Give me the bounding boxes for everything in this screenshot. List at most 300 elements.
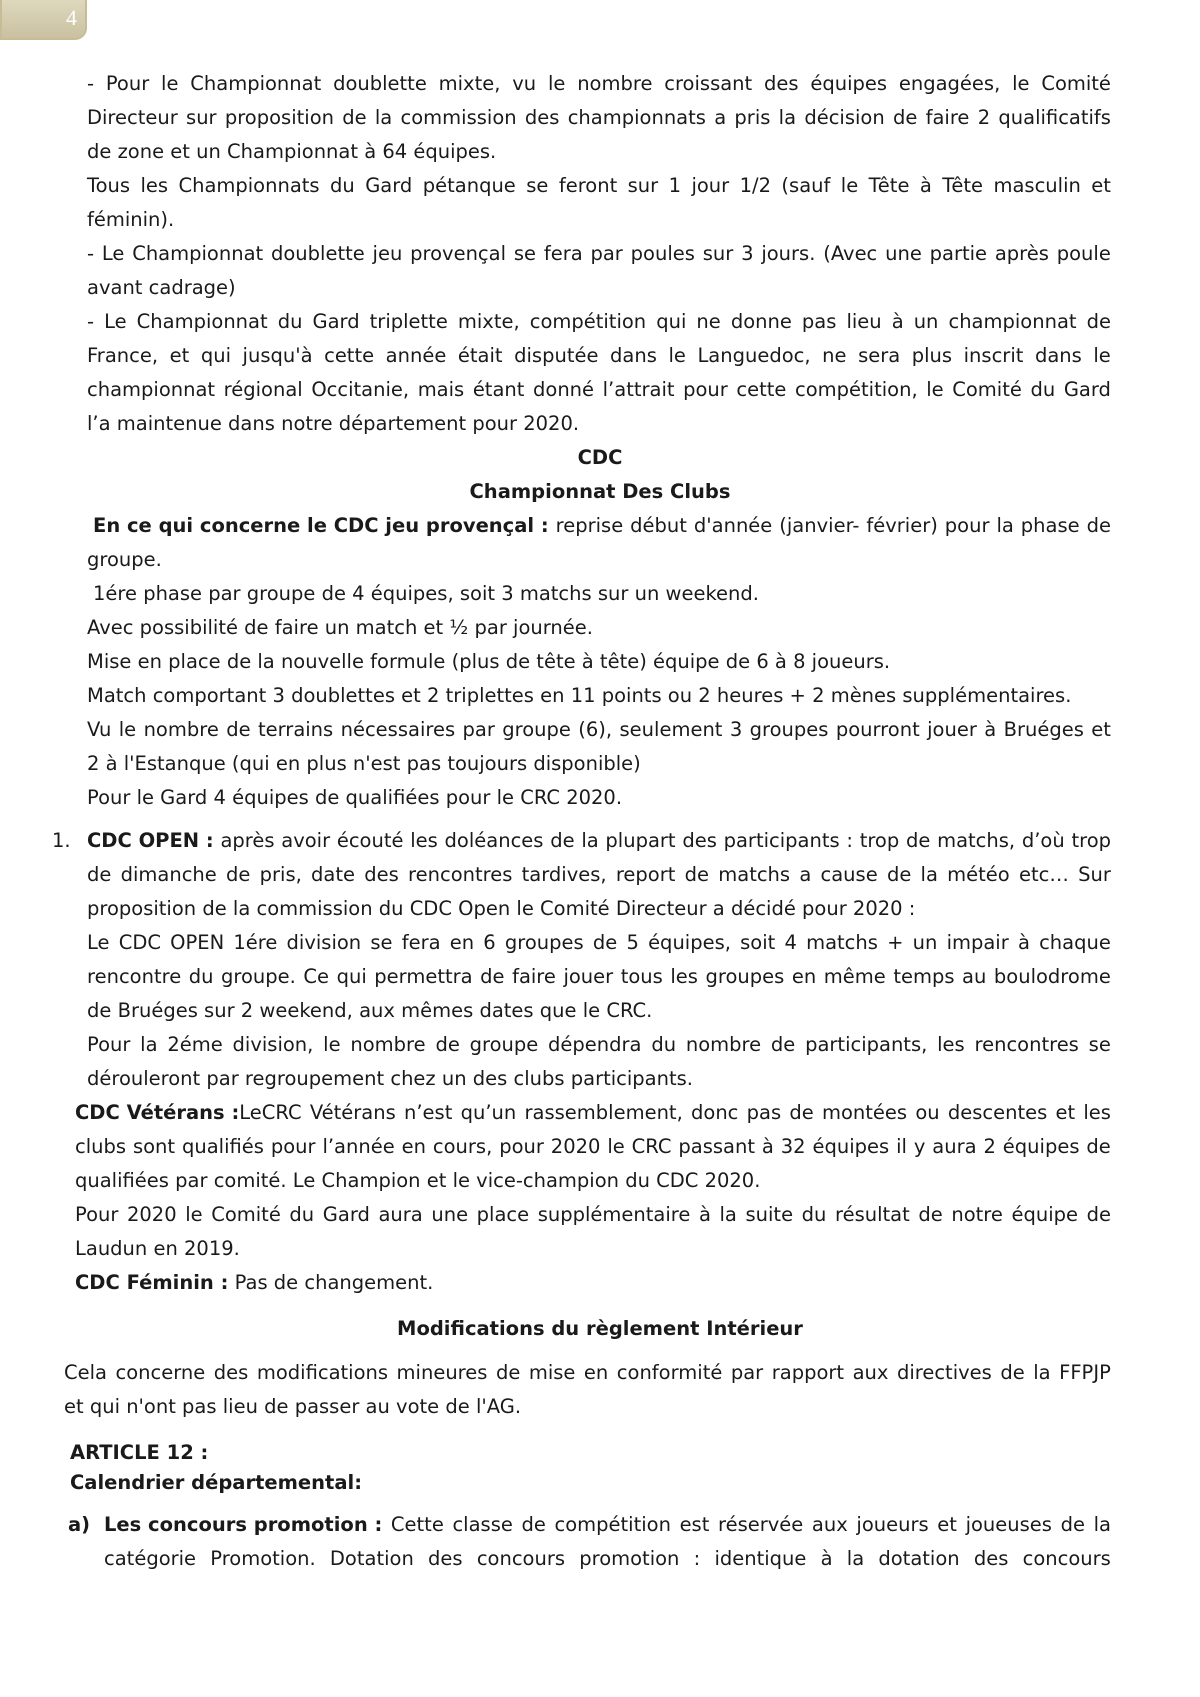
word: Languedoc,: [697, 344, 811, 367]
word: poules: [630, 242, 695, 265]
word: le: [668, 344, 686, 367]
section-heading-modifications: Modifications du règlement Intérieur: [397, 1317, 803, 1340]
list-marker: a): [68, 1513, 91, 1536]
word: Bruéges: [1003, 718, 1084, 741]
word: du: [801, 1203, 827, 1226]
word: a: [714, 106, 727, 129]
word: pour: [499, 1135, 544, 1158]
word: trop: [1071, 829, 1111, 852]
word: jeu: [372, 242, 403, 265]
word: Directeur: [87, 106, 178, 129]
word: groupes: [504, 931, 584, 954]
word: les: [410, 829, 438, 852]
word: CRC: [631, 1135, 672, 1158]
word: donc: [691, 1101, 739, 1124]
word: catégorie: [104, 1547, 197, 1570]
word: rassemblement,: [524, 1101, 683, 1124]
word: concours: [476, 1547, 566, 1570]
word: Tête: [868, 174, 910, 197]
word: de: [684, 863, 710, 886]
word: des: [682, 829, 717, 852]
word: Occitanie,: [311, 378, 410, 401]
text-line: [87, 169, 1111, 203]
text-line: [87, 339, 1111, 373]
word: est: [679, 1513, 710, 1536]
text-line: [75, 1130, 1111, 1164]
word: de: [892, 106, 918, 129]
word: championnats: [567, 106, 706, 129]
word: feront: [558, 174, 618, 197]
word: donné: [533, 378, 595, 401]
word: matchs: [718, 863, 791, 886]
word: lieu: [846, 310, 882, 333]
page-number-badge: [0, 0, 87, 40]
word: dans: [610, 344, 657, 367]
word: fera: [543, 242, 583, 265]
word: dotation: [878, 1547, 960, 1570]
word: 2020: [550, 1135, 601, 1158]
word: donne: [730, 310, 792, 333]
word: en: [401, 1135, 426, 1158]
word: à: [919, 174, 932, 197]
word: le: [1012, 72, 1030, 95]
word: pour: [944, 514, 990, 537]
word: la: [846, 1547, 865, 1570]
word: des: [764, 72, 799, 95]
word: de: [87, 863, 112, 886]
word: doublette: [270, 242, 365, 265]
word: montées: [821, 1101, 908, 1124]
word: les: [670, 965, 698, 988]
word: :: [693, 1547, 701, 1570]
word: de: [550, 829, 575, 852]
word: compétition: [554, 1513, 671, 1536]
word: résultat: [835, 1203, 910, 1226]
word: championnat: [948, 310, 1077, 333]
text-line: 2 à l'Estanque (qui en plus n'est pas toujours disponible): [87, 752, 641, 775]
word: Comité: [1041, 72, 1111, 95]
word: étant: [472, 378, 525, 401]
word: le: [185, 1203, 203, 1226]
word: croissant: [664, 72, 753, 95]
word: sont: [132, 1135, 176, 1158]
text-line: [75, 1096, 1111, 1130]
text-line: Match comportant 3 doublettes et 2 triplettes en 11 points ou 2 heures + 2 mènes supplémentaires.: [87, 684, 1072, 707]
word: provençal: [410, 242, 507, 265]
word: aura: [378, 1203, 423, 1226]
text-line: Avec possibilité de faire un match et ½ par journée.: [87, 616, 593, 639]
word: la: [1033, 1361, 1051, 1384]
word: Vétérans: [309, 1101, 396, 1124]
word: Cette: [390, 1513, 444, 1536]
word: a: [799, 863, 812, 886]
word: etc…: [1018, 863, 1069, 886]
word: promotion: [579, 1547, 680, 1570]
word: de: [1086, 310, 1111, 333]
text-line: dérouleront par regroupement chez un des clubs participants.: [87, 1067, 693, 1090]
text-line: 1ére phase par groupe de 4 équipes, soit 3 matchs sur un weekend.: [93, 582, 759, 605]
word: à: [891, 310, 904, 333]
word: pourront: [835, 718, 920, 741]
word: ou: [915, 1101, 940, 1124]
word: faire: [925, 106, 970, 129]
word: de: [592, 931, 618, 954]
word: du: [188, 965, 214, 988]
word: -: [87, 72, 95, 95]
word: le: [118, 718, 137, 741]
word: groupe.: [221, 965, 296, 988]
word: 6: [483, 931, 496, 954]
word: dans: [1034, 344, 1082, 367]
word: soit: [740, 931, 776, 954]
word: la: [581, 829, 599, 852]
text-line: [104, 1542, 1111, 1576]
word: Gard: [322, 1203, 370, 1226]
word: pas: [801, 310, 837, 333]
word: masculin: [993, 174, 1081, 197]
text-line: [64, 1356, 1111, 1390]
word: du: [277, 310, 303, 333]
word: division: [286, 931, 362, 954]
word: un: [913, 310, 939, 333]
word: CDC: [118, 931, 161, 954]
word: OPEN: [170, 931, 225, 954]
word-group: CDC Vétérans :LeCRC: [75, 1101, 302, 1124]
text-line: [93, 509, 1111, 543]
word: le: [161, 72, 179, 95]
word: la: [719, 1203, 737, 1226]
word: les: [1083, 1101, 1111, 1124]
inline-label: Les concours promotion :: [104, 1513, 383, 1536]
word: Dotation: [329, 1547, 414, 1570]
word: participants: [723, 829, 840, 852]
word: de: [1060, 1513, 1085, 1536]
word: de: [480, 965, 505, 988]
word: Le: [104, 310, 127, 333]
word: (6),: [578, 718, 613, 741]
word: en: [449, 931, 475, 954]
word: modifications: [256, 1361, 389, 1384]
inline-label: CDC OPEN :: [87, 829, 214, 852]
word: division,: [232, 1033, 314, 1056]
word: y: [913, 1135, 926, 1158]
word: aura: [932, 1135, 977, 1158]
text-line: [87, 960, 1111, 994]
word: les: [140, 174, 169, 197]
word: au: [962, 965, 987, 988]
word: notre: [951, 1203, 1003, 1226]
word: la: [996, 514, 1014, 537]
word: météo: [947, 863, 1010, 886]
word: 5: [626, 931, 639, 954]
word: se: [526, 174, 549, 197]
word: 2: [977, 106, 991, 129]
word: qui: [200, 344, 231, 367]
word: report: [615, 863, 676, 886]
word: mixte,: [438, 72, 501, 95]
word: Sur: [1078, 863, 1111, 886]
inline-label: CDC Féminin :: [75, 1271, 229, 1294]
word: des: [364, 863, 399, 886]
word: après: [994, 242, 1049, 265]
word: permettra: [374, 965, 473, 988]
word: France,: [87, 344, 159, 367]
text-line: [104, 1508, 1111, 1542]
word: était: [457, 344, 503, 367]
word: joueuses: [965, 1513, 1052, 1536]
word: de: [789, 1101, 814, 1124]
text-line: l’a maintenue dans notre département pour 2020.: [87, 412, 580, 435]
word: supplémentaire: [537, 1203, 691, 1226]
word: pour: [683, 378, 728, 401]
word: faire: [512, 965, 556, 988]
word: pris,: [259, 863, 302, 886]
word: doublette: [333, 72, 427, 95]
word: équipes: [1002, 1135, 1080, 1158]
word: se: [1088, 1033, 1111, 1056]
word: 3: [729, 718, 743, 741]
word: la: [778, 106, 797, 129]
word: Championnat: [136, 310, 268, 333]
word: pris: [734, 106, 771, 129]
text-line: [87, 1028, 1111, 1062]
word: jusqu'à: [242, 344, 313, 367]
word: équipe: [1011, 1203, 1078, 1226]
word: année: [385, 344, 447, 367]
word: la: [920, 863, 938, 886]
word: le: [1093, 344, 1111, 367]
word: une: [885, 242, 922, 265]
word: Championnat: [132, 242, 264, 265]
word: jour: [691, 174, 730, 197]
word: par: [462, 718, 495, 741]
word: nombre: [143, 718, 219, 741]
text-line: [87, 926, 1111, 960]
word: pétanque: [422, 174, 516, 197]
word: sur: [186, 106, 217, 129]
word: fera: [401, 931, 441, 954]
word: et: [1091, 174, 1111, 197]
text-line: et qui n'ont pas lieu de passer au vote de l'AG.: [64, 1395, 522, 1418]
word: de: [905, 829, 931, 852]
word: ne: [696, 310, 721, 333]
word: groupes: [705, 965, 785, 988]
text-line: qualifiées par comité. Le Champion et le vice-champion du CDC 2020.: [75, 1169, 761, 1192]
word: de: [342, 106, 367, 129]
word: conformité: [616, 1361, 723, 1384]
word: équipes: [812, 1135, 890, 1158]
word: Pour: [105, 72, 150, 95]
word: et: [169, 344, 190, 367]
text-line: de Bruéges sur 2 weekend, aux mêmes dates que le CRC.: [87, 999, 653, 1022]
word: Comité: [952, 378, 1022, 401]
word: se: [370, 931, 393, 954]
text-line: groupe.: [87, 548, 162, 571]
word: inscrit: [963, 344, 1024, 367]
text-line: de zone et un Championnat à 64 équipes.: [87, 140, 497, 163]
word: descentes: [947, 1101, 1048, 1124]
word: nombre: [350, 1033, 426, 1056]
word: place: [476, 1203, 530, 1226]
word: Le: [87, 931, 110, 954]
word: mineures: [396, 1361, 488, 1384]
word: une: [431, 1203, 469, 1226]
word: rencontres: [408, 863, 513, 886]
word: jours.: [761, 242, 816, 265]
word: (Avec: [823, 242, 878, 265]
word: matchs,: [937, 829, 1016, 852]
word: 32: [780, 1135, 806, 1158]
word: réservée: [718, 1513, 804, 1536]
word: matchs: [806, 931, 878, 954]
word: de: [918, 1203, 943, 1226]
word: qui: [656, 310, 687, 333]
word: le: [840, 174, 859, 197]
word: Vu: [87, 718, 112, 741]
word: à: [761, 1135, 774, 1158]
word: -: [87, 310, 95, 333]
text-line: [87, 67, 1111, 101]
word: sur: [702, 242, 734, 265]
word: clubs: [75, 1135, 127, 1158]
word: pas: [746, 1101, 782, 1124]
word: la: [140, 1033, 158, 1056]
word: Pour: [87, 1033, 131, 1056]
word: nécessaires: [340, 718, 456, 741]
word: le: [547, 72, 566, 95]
word: :: [846, 829, 853, 852]
word: dépendra: [548, 1033, 642, 1056]
word: n’est: [404, 1101, 453, 1124]
word: de: [1086, 514, 1111, 537]
word: du: [330, 174, 355, 197]
word: avoir: [281, 829, 331, 852]
word: triplette: [369, 310, 448, 333]
word: commission: [400, 106, 517, 129]
word: concours: [1022, 1547, 1111, 1570]
word: même: [823, 965, 886, 988]
word: 1/2: [739, 174, 771, 197]
word: plupart: [605, 829, 676, 852]
word: sera: [858, 344, 901, 367]
word: qualifiés: [181, 1135, 264, 1158]
word: en: [791, 965, 817, 988]
word: aux: [852, 1361, 889, 1384]
text-line: [87, 305, 1111, 339]
text-line: [87, 824, 1111, 858]
word: 1ére: [233, 931, 278, 954]
word: compétition,: [795, 378, 918, 401]
word: jouer: [563, 965, 614, 988]
word: écouté: [336, 829, 404, 852]
word: Championnats: [178, 174, 320, 197]
word: de: [1086, 1203, 1111, 1226]
word: équipes,: [648, 931, 731, 954]
word: joueurs: [856, 1513, 929, 1536]
word: Comité: [211, 1203, 281, 1226]
word: Championnat: [190, 72, 322, 95]
word: disputée: [514, 344, 599, 367]
word: de: [886, 863, 912, 886]
word: nombre: [685, 1033, 762, 1056]
word: des: [428, 1547, 463, 1570]
word: cette: [736, 378, 787, 401]
word: la: [374, 106, 393, 129]
word: partie: [929, 242, 988, 265]
text-line: [87, 713, 1111, 747]
word: la: [1093, 1513, 1111, 1536]
word: participants,: [805, 1033, 928, 1056]
word: à: [820, 1547, 833, 1570]
word: 2020: [126, 1203, 177, 1226]
word: mise: [528, 1361, 576, 1384]
word: boulodrome: [993, 965, 1111, 988]
word: cours,: [432, 1135, 493, 1158]
word: d'année: [693, 514, 773, 537]
word: le: [926, 378, 944, 401]
word: le: [323, 1033, 341, 1056]
word: les: [937, 1033, 965, 1056]
word: mixte,: [457, 310, 520, 333]
word: nombre: [577, 72, 653, 95]
word: groupe: [502, 718, 571, 741]
word: équipes: [810, 72, 888, 95]
text-line: [87, 858, 1111, 892]
text-line: [75, 1266, 433, 1300]
word: régional: [223, 378, 303, 401]
text-line: [87, 373, 1111, 407]
word: championnat: [87, 378, 216, 401]
word: rapport: [771, 1361, 845, 1384]
word: de: [435, 1033, 460, 1056]
word: à: [984, 718, 997, 741]
word: Tête: [942, 174, 984, 197]
word: Gard: [365, 174, 413, 197]
text-line: [75, 1198, 1111, 1232]
word: -: [87, 242, 95, 265]
text-line: Mise en place de la nouvelle formule (plus de tête à tête) équipe de 6 à 8 joueurs.: [87, 650, 891, 673]
word: de: [521, 1513, 546, 1536]
article-subtitle: Calendrier départemental:: [70, 1471, 363, 1494]
word: mais: [417, 378, 465, 401]
word: l’attrait: [602, 378, 675, 401]
word: phase: [1020, 514, 1080, 537]
text-line: [87, 101, 1111, 135]
word: 4: [784, 931, 797, 954]
word: ne: [822, 344, 847, 367]
word: des: [973, 1547, 1009, 1570]
word: rencontres: [974, 1033, 1079, 1056]
word: groupes: [749, 718, 829, 741]
inline-text: Pas de changement.: [234, 1271, 434, 1294]
word: compétition: [529, 310, 647, 333]
word: du: [651, 1033, 677, 1056]
word: Promotion.: [210, 1547, 316, 1570]
word: qu’un: [460, 1101, 517, 1124]
word: engagées,: [898, 72, 1001, 95]
word: de: [1000, 1361, 1025, 1384]
word: vu: [512, 72, 537, 95]
word: un: [912, 931, 938, 954]
word: le: [607, 1135, 625, 1158]
word: février): [866, 514, 938, 537]
word: impair: [946, 931, 1009, 954]
word: temps: [893, 965, 955, 988]
word: passant: [678, 1135, 755, 1158]
word: 2: [983, 1135, 996, 1158]
word: trop: [859, 829, 900, 852]
word: terrains: [257, 718, 334, 741]
